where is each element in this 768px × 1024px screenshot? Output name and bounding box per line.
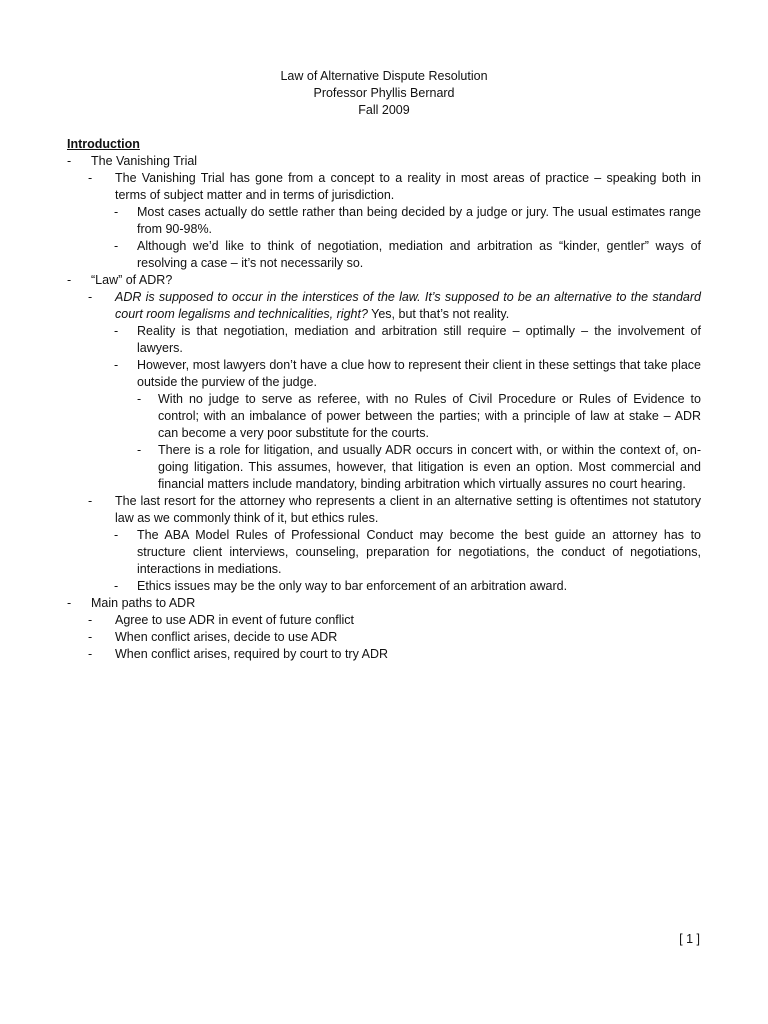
list-item-text: With no judge to serve as referee, with no Rules of Civil Procedure or Rules of Evidence to control; with an imbalance of power between the parties; with a principle of law at stake – ADR can become a very poor substitute for the courts. (158, 392, 701, 440)
bullet-dash: - (88, 647, 93, 661)
professor-name: Professor Phyllis Bernard (313, 86, 455, 100)
list-item (67, 170, 701, 204)
list-item-text: “Law” of ADR? (91, 273, 173, 287)
bullet-dash: - (137, 392, 142, 406)
bullet-dash: - (114, 324, 119, 338)
list-item-text: There is a role for litigation, and usually ADR occurs in concert with, or within the context of, on-going litigation. This assumes, however, that litigation is even an option. Most commercial and financial matters include mandatory, binding arbitration which virtually assures no court hearing. (158, 443, 701, 491)
bullet-dash: - (88, 171, 93, 185)
bullet-dash: - (137, 443, 142, 457)
list-item-text: When conflict arises, required by court to try ADR (115, 647, 389, 661)
bullet-dash: - (88, 613, 93, 627)
bullet-dash: - (67, 596, 72, 610)
list-item (67, 442, 701, 493)
list-item (67, 289, 701, 323)
list-item-text: Although we’d like to think of negotiation, mediation and arbitration as “kinder, gentler” ways of resolving a case – it’s not necessarily so. (137, 239, 701, 270)
list-item-text: Main paths to ADR (91, 596, 196, 610)
list-item-text: The last resort for the attorney who represents a client in an alternative setting is oftentimes not statutory law as we commonly think of it, but ethics rules. (115, 494, 701, 525)
list-item (67, 646, 701, 663)
bullet-dash: - (114, 579, 119, 593)
bullet-dash: - (114, 205, 119, 219)
list-item (67, 612, 701, 629)
bullet-dash: - (88, 290, 93, 304)
list-item-text: Agree to use ADR in event of future conflict (115, 613, 355, 627)
list-item-text: When conflict arises, decide to use ADR (115, 630, 338, 644)
list-item (67, 357, 701, 391)
list-item-text: However, most lawyers don’t have a clue how to represent their client in these settings that take place outside the purview of the judge. (137, 358, 701, 389)
list-item (67, 272, 701, 289)
list-item-text: The Vanishing Trial (91, 154, 198, 168)
list-item (67, 204, 701, 238)
list-item-text: Ethics issues may be the only way to bar enforcement of an arbitration award. (137, 579, 568, 593)
list-item (67, 493, 701, 527)
list-item (67, 595, 701, 612)
document-body (67, 136, 701, 663)
page-number: [ 1 ] (679, 932, 700, 946)
list-item (67, 323, 701, 357)
italic-text: ADR is supposed to occur in the interstices of the law. It’s supposed to be an alternative to the standard court room legalisms and technicalities, right? (115, 290, 701, 321)
list-item-text: The Vanishing Trial has gone from a concept to a reality in most areas of practice – speaking both in terms of subject matter and in terms of jurisdiction. (115, 171, 701, 202)
bullet-dash: - (88, 494, 93, 508)
term: Fall 2009 (358, 103, 410, 117)
list-item-text: The ABA Model Rules of Professional Conduct may become the best guide an attorney has to structure client interviews, counseling, preparation for negotiations, the conduct of negotiations, interactions in mediations. (137, 528, 701, 576)
list-item (67, 578, 701, 595)
list-item (67, 153, 701, 170)
bullet-dash: - (114, 528, 119, 542)
list-item (67, 238, 701, 272)
list-item (67, 391, 701, 442)
bullet-dash: - (67, 154, 72, 168)
list-item (67, 629, 701, 646)
bullet-dash: - (88, 630, 93, 644)
bullet-dash: - (67, 273, 72, 287)
list-item-text: Yes, but that’s not reality. (367, 307, 510, 321)
section-heading: Introduction (67, 137, 140, 151)
bullet-dash: - (114, 358, 119, 372)
list-item-text: Most cases actually do settle rather than being decided by a judge or jury. The usual estimates range from 90-98%. (137, 205, 701, 236)
document-title-block (0, 68, 768, 119)
list-item-text: Reality is that negotiation, mediation and arbitration still require – optimally – the involvement of lawyers. (137, 324, 701, 355)
list-item (67, 527, 701, 578)
bullet-dash: - (114, 239, 119, 253)
course-title: Law of Alternative Dispute Resolution (280, 69, 488, 83)
